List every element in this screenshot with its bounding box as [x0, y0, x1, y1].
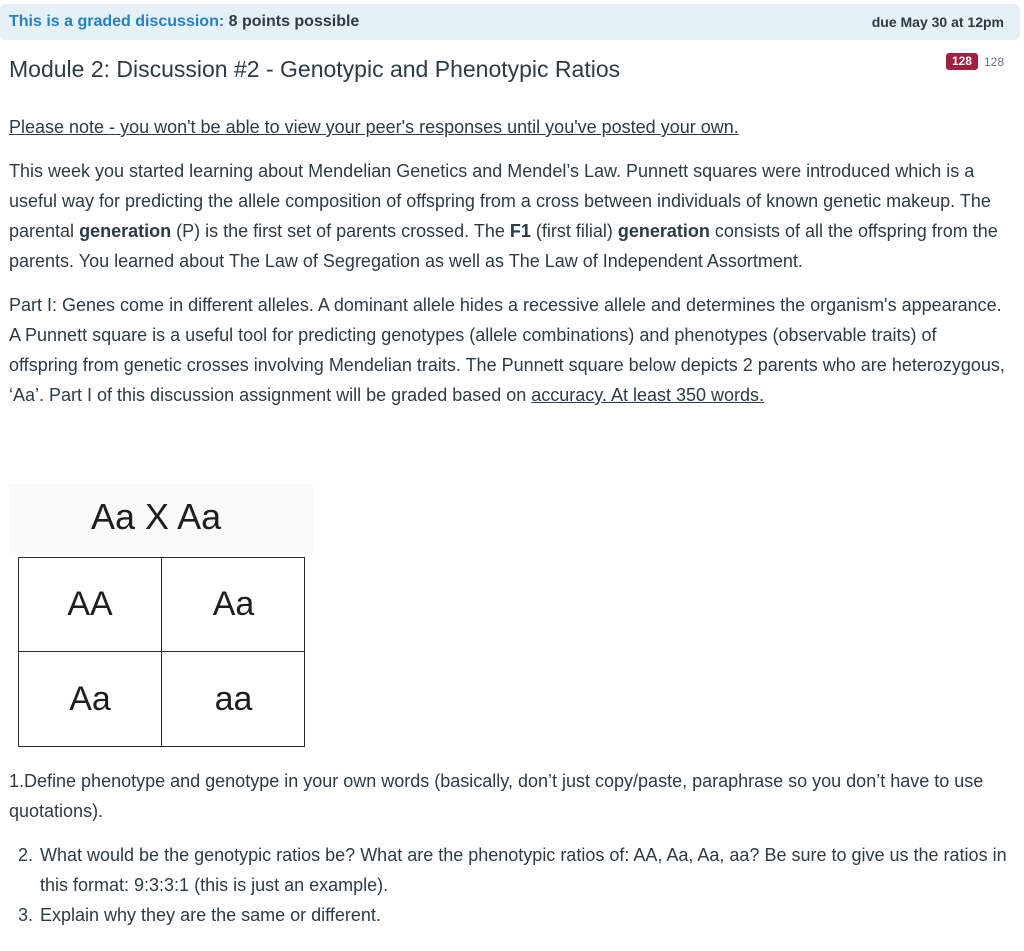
intro-bold-generation-2: generation: [617, 221, 710, 241]
page-title: Module 2: Discussion #2 - Genotypic and Phenotypic Ratios: [9, 56, 621, 82]
intro-text-2: (P) is the first set of parents crossed. The: [171, 221, 510, 241]
questions: [9, 766, 1009, 930]
total-reply-count: 128: [983, 54, 1004, 69]
intro-bold-generation: generation: [79, 221, 172, 241]
question-number: 3.: [17, 905, 33, 925]
intro-bold-f1: F1: [509, 221, 531, 241]
part1-paragraph: [9, 290, 1009, 410]
peer-response-note: Please note - you won't be able to view your peer's responses until you've posted your own.: [9, 117, 739, 137]
punnett-cell-AA: AA: [19, 558, 162, 652]
punnett-cell-Aa-bottom: Aa: [19, 652, 162, 746]
intro-text-4: consists of all the offspring from the parents. You learned about The Law of Segregation as well as The Law of Independent Assortment.: [9, 221, 998, 271]
graded-discussion-banner: [0, 4, 1020, 40]
points-possible: 8 points possible: [228, 13, 360, 30]
graded-label: This is a graded discussion:: [9, 13, 225, 30]
part1-text: Part I: Genes come in different alleles. A dominant allele hides a recessive allele and determines the organism's appearance. A Punnett square is a useful tool for predicting genotypes (allele combinations) and phenotypes (observable traits) of offspring from genetic crosses involving Mendelian traits. The Punnett square below depicts 2 parents who are heterozygous, ‘Aa’. Part I of this discussion assignment will be graded based on: [9, 295, 1005, 405]
question-text: Explain why they are the same or different.: [40, 905, 381, 925]
punnett-grid: [18, 557, 305, 747]
graded-info: [9, 13, 359, 31]
cross-label: Aa X Aa: [91, 496, 222, 537]
reply-counts: [946, 53, 1004, 70]
question-1: 1.Define phenotype and genotype in your own words (basically, don’t just copy/paste, paraphrase so you don’t have to use quotations).: [9, 771, 984, 821]
question-3: [9, 900, 1009, 930]
question-2: [9, 840, 1009, 900]
unread-count-badge[interactable]: 128: [946, 53, 978, 70]
punnett-cell-Aa-top: Aa: [162, 558, 305, 652]
punnett-square-image: [9, 484, 313, 750]
intro-paragraph: [9, 156, 1009, 276]
punnett-cell-aa: aa: [214, 679, 253, 718]
intro-text-1: This week you started learning about Mendelian Genetics and Mendel’s Law. Punnett squares were introduced which is a useful way for predicting the allele composition of offspring from a cross between individuals of known genetic makeup. The parental: [9, 161, 991, 241]
part1-underlined-requirement: accuracy. At least 350 words.: [531, 385, 765, 405]
discussion-body: [9, 112, 1009, 424]
question-list: [9, 840, 1009, 930]
question-text: What would be the genotypic ratios be? What are the phenotypic ratios of: AA, Aa, Aa, aa? Be sure to give us the ratios in this format: 9:3:3:1 (this is just an example).: [40, 845, 1007, 895]
question-number: 2.: [17, 845, 33, 865]
intro-text-3: (first filial): [530, 221, 618, 241]
due-date: due May 30 at 12pm: [871, 14, 1004, 30]
